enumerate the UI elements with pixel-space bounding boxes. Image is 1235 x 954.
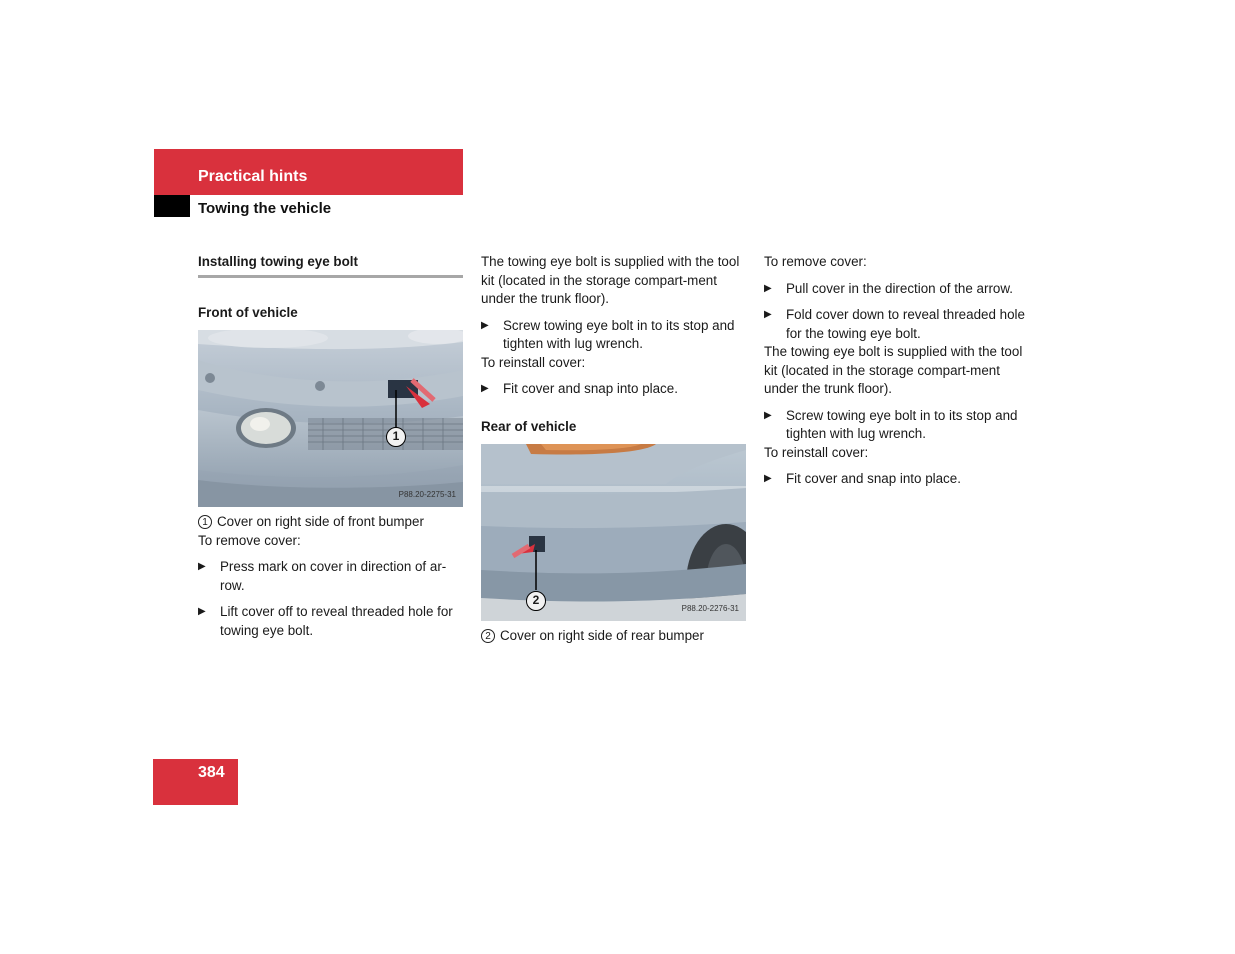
list-item	[764, 470, 1034, 489]
caption-number: 1	[198, 515, 212, 529]
rear-bumper-photo	[481, 444, 746, 621]
rear-bumper-illustration	[481, 444, 746, 621]
remove-intro: To remove cover:	[198, 532, 301, 548]
list-item	[764, 280, 1034, 299]
list-item	[481, 317, 746, 354]
column-2	[481, 253, 746, 646]
reinstall-intro: To reinstall cover:	[481, 354, 586, 370]
column-1	[198, 253, 463, 640]
toolkit-intro: The towing eye bolt is supplied with the tool kit (located in the storage compart-ment under the trunk floor).	[764, 344, 1023, 396]
bullet-text: Lift cover off to reveal threaded hole for towing eye bolt.	[220, 604, 453, 638]
front-bumper-illustration	[198, 330, 463, 507]
remove-intro: To remove cover:	[764, 254, 867, 269]
section-heading: Installing towing eye bolt	[198, 253, 463, 278]
rear-caption	[481, 627, 746, 646]
page-number-box	[153, 759, 238, 805]
caption-number: 2	[481, 629, 495, 643]
page-number: 384	[198, 764, 225, 781]
list-item	[764, 306, 1034, 343]
caption-text: Cover on right side of rear bumper	[500, 628, 704, 643]
front-bumper-photo	[198, 330, 463, 507]
page-subtitle: Towing the vehicle	[198, 200, 332, 217]
caption-text: Cover on right side of front bumper	[217, 514, 424, 529]
callout-2: 2	[526, 591, 546, 611]
list-item	[764, 407, 1034, 444]
bullet-text: Pull cover in the direction of the arrow.	[786, 280, 1014, 296]
bullet-text: Fit cover and snap into place.	[503, 381, 678, 396]
list-item	[481, 380, 746, 399]
rear-heading: Rear of vehicle	[481, 418, 577, 434]
subheader-tab	[154, 195, 190, 217]
triangle-right-icon: ▶	[481, 319, 489, 331]
list-item	[198, 558, 463, 595]
triangle-right-icon: ▶	[764, 409, 772, 421]
list-item	[198, 603, 463, 640]
callout-1: 1	[386, 427, 406, 447]
bullet-text: Screw towing eye bolt in to its stop and tighten with lug wrench.	[503, 317, 735, 351]
bullet-text: Fit cover and snap into place.	[786, 471, 961, 486]
bullet-text: Press mark on cover in direction of ar-row.	[220, 559, 447, 593]
triangle-right-icon: ▶	[198, 606, 206, 617]
figure-code: P88.20-2276-31	[681, 603, 739, 613]
bullet-text: Fold cover down to reveal threaded hole for the towing eye bolt.	[786, 307, 1025, 341]
column-3	[764, 253, 1034, 489]
reinstall-intro: To reinstall cover:	[764, 444, 869, 460]
front-caption	[198, 513, 463, 532]
section-title: Practical hints	[198, 168, 308, 185]
front-heading: Front of vehicle	[198, 304, 298, 320]
triangle-right-icon: ▶	[198, 561, 206, 572]
toolkit-intro: The towing eye bolt is supplied with the tool kit (located in the storage compart-ment under the trunk floor).	[481, 254, 740, 306]
triangle-right-icon: ▶	[481, 383, 489, 394]
bullet-text: Screw towing eye bolt in to its stop and tighten with lug wrench.	[786, 407, 1018, 441]
figure-code: P88.20-2275-31	[398, 489, 456, 499]
triangle-right-icon: ▶	[764, 473, 772, 484]
triangle-right-icon: ▶	[764, 282, 772, 294]
triangle-right-icon: ▶	[764, 309, 772, 320]
